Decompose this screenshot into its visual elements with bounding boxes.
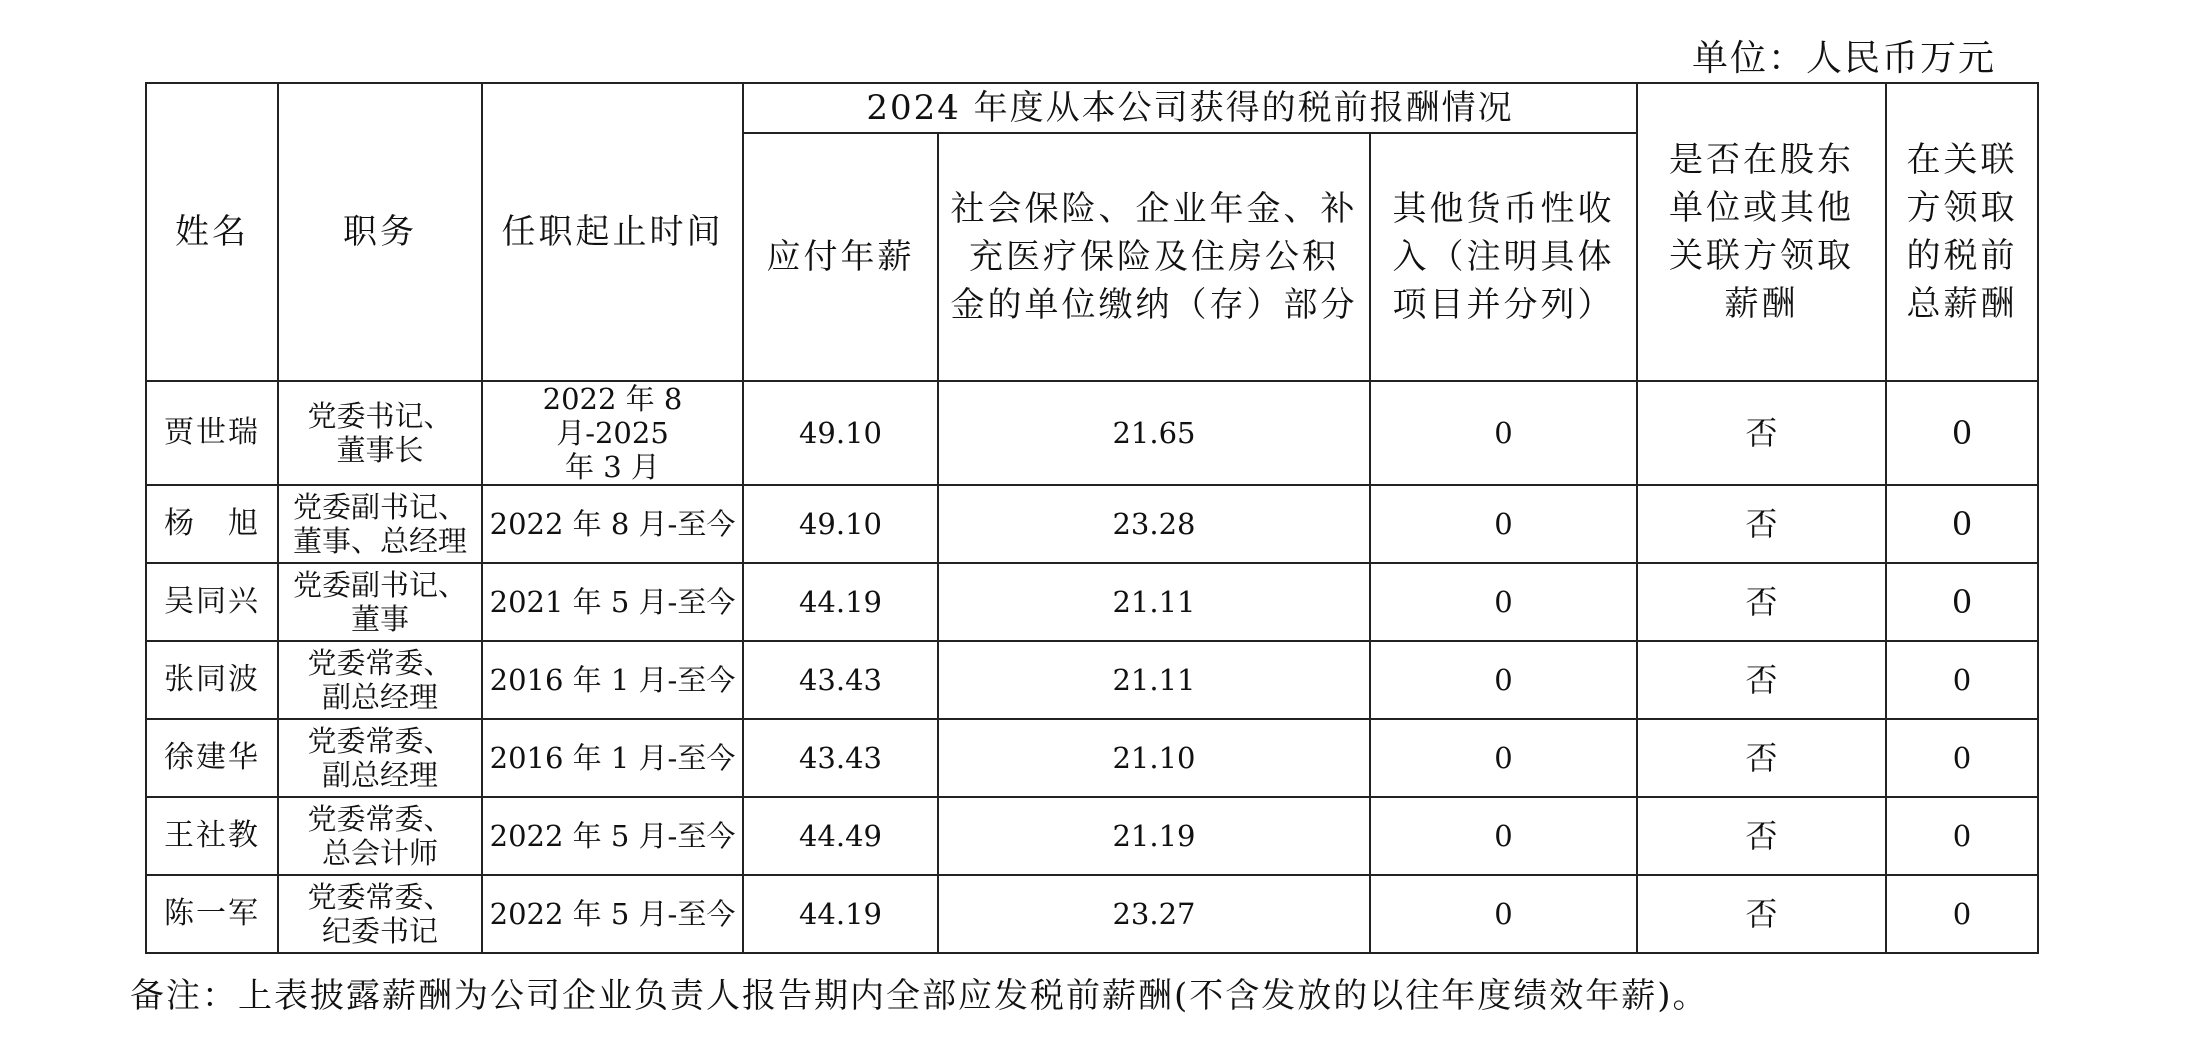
header-insurance (938, 133, 1370, 381)
cell-salary: 49.10 (743, 381, 938, 485)
header-insurance-line: 金的单位缴纳（存）部分 (950, 285, 1358, 325)
header-other-income-line: 项目并分列） (1392, 285, 1615, 325)
header-related-party-line: 薪酬 (1724, 284, 1799, 324)
header-related-party (1637, 83, 1886, 381)
cell-position (278, 719, 482, 797)
cell-position (278, 641, 482, 719)
cell-tenure: 2022 年 5 月-至今 (482, 875, 743, 953)
cell-salary: 49.10 (743, 485, 938, 563)
cell-position-line: 党委常委、 (307, 880, 453, 914)
cell-position-line: 副总经理 (321, 758, 438, 792)
header-related-total-line: 方领取 (1906, 188, 2018, 228)
cell-tenure-line: 2022 年 8 月-2025 (542, 382, 683, 450)
cell-related-party: 否 (1637, 381, 1886, 485)
cell-salary: 43.43 (743, 641, 938, 719)
cell-related-total: 0 (1886, 875, 2038, 953)
cell-tenure (482, 381, 743, 485)
cell-position-line: 纪委书记 (321, 914, 438, 948)
cell-name: 陈一军 (146, 875, 278, 953)
header-related-party-line: 关联方领取 (1669, 236, 1855, 276)
table-row (146, 485, 2038, 563)
cell-position-line: 总会计师 (321, 836, 438, 870)
header-name: 姓名 (146, 83, 278, 381)
cell-insurance: 21.65 (938, 381, 1370, 485)
cell-position-line: 董事长 (336, 433, 424, 467)
cell-name: 徐建华 (146, 719, 278, 797)
header-related-total-line: 总薪酬 (1906, 284, 2018, 324)
cell-tenure: 2016 年 1 月-至今 (482, 719, 743, 797)
cell-related-party: 否 (1637, 719, 1886, 797)
cell-related-total: 0 (1886, 485, 2038, 563)
cell-tenure: 2021 年 5 月-至今 (482, 563, 743, 641)
cell-related-total: 0 (1886, 381, 2038, 485)
cell-tenure-line: 年 3 月 (565, 450, 660, 484)
table-row (146, 563, 2038, 641)
table-row (146, 719, 2038, 797)
table-row (146, 875, 2038, 953)
cell-name: 吴同兴 (146, 563, 278, 641)
cell-position (278, 485, 482, 563)
compensation-table (145, 82, 2039, 954)
header-other-income-line: 其他货币性收 (1392, 189, 1615, 229)
cell-position (278, 381, 482, 485)
cell-position-line: 党委副书记、 (292, 490, 467, 524)
header-other-income (1370, 133, 1637, 381)
cell-related-total: 0 (1886, 641, 2038, 719)
table-row (146, 797, 2038, 875)
cell-other-income: 0 (1370, 485, 1637, 563)
cell-other-income: 0 (1370, 797, 1637, 875)
table-row (146, 641, 2038, 719)
cell-tenure: 2022 年 5 月-至今 (482, 797, 743, 875)
header-compensation-group: 2024 年度从本公司获得的税前报酬情况 (743, 83, 1637, 133)
cell-position-line: 党委常委、 (307, 646, 453, 680)
cell-position-line: 副总经理 (321, 680, 438, 714)
cell-related-party: 否 (1637, 641, 1886, 719)
cell-insurance: 23.27 (938, 875, 1370, 953)
cell-insurance: 21.10 (938, 719, 1370, 797)
cell-related-total: 0 (1886, 563, 2038, 641)
cell-salary: 44.19 (743, 875, 938, 953)
header-annual-salary: 应付年薪 (743, 133, 938, 381)
cell-position-line: 董事、总经理 (292, 524, 467, 558)
header-position: 职务 (278, 83, 482, 381)
cell-related-party: 否 (1637, 563, 1886, 641)
header-other-income-line: 入（注明具体 (1392, 237, 1615, 277)
cell-other-income: 0 (1370, 875, 1637, 953)
cell-position (278, 563, 482, 641)
cell-related-total: 0 (1886, 797, 2038, 875)
cell-name: 王社教 (146, 797, 278, 875)
cell-position (278, 797, 482, 875)
cell-other-income: 0 (1370, 641, 1637, 719)
cell-name: 贾世瑞 (146, 381, 278, 485)
cell-position-line: 党委常委、 (307, 802, 453, 836)
header-related-total-line: 的税前 (1906, 236, 2018, 276)
header-related-party-line: 是否在股东 (1669, 140, 1855, 180)
cell-position (278, 875, 482, 953)
cell-insurance: 21.19 (938, 797, 1370, 875)
cell-position-line: 董事 (350, 602, 409, 636)
cell-salary: 43.43 (743, 719, 938, 797)
header-related-party-line: 单位或其他 (1669, 188, 1855, 228)
cell-related-total: 0 (1886, 719, 2038, 797)
header-tenure: 任职起止时间 (482, 83, 743, 381)
cell-insurance: 21.11 (938, 563, 1370, 641)
cell-insurance: 23.28 (938, 485, 1370, 563)
cell-salary: 44.49 (743, 797, 938, 875)
cell-tenure: 2016 年 1 月-至今 (482, 641, 743, 719)
header-related-total-line: 在关联 (1906, 140, 2018, 180)
cell-name: 张同波 (146, 641, 278, 719)
cell-insurance: 21.11 (938, 641, 1370, 719)
header-insurance-line: 充医疗保险及住房公积 (969, 237, 1339, 277)
header-insurance-line: 社会保险、企业年金、补 (950, 189, 1358, 229)
cell-position-line: 党委书记、 (307, 399, 453, 433)
cell-related-party: 否 (1637, 797, 1886, 875)
header-row-1 (146, 83, 2038, 133)
cell-related-party: 否 (1637, 485, 1886, 563)
header-related-total (1886, 83, 2038, 381)
cell-tenure: 2022 年 8 月-至今 (482, 485, 743, 563)
cell-other-income: 0 (1370, 719, 1637, 797)
footnote: 备注：上表披露薪酬为公司企业负责人报告期内全部应发税前薪酬(不含发放的以往年度绩效年薪)。 (130, 976, 1709, 1016)
table-row (146, 381, 2038, 485)
cell-position-line: 党委常委、 (307, 724, 453, 758)
cell-other-income: 0 (1370, 563, 1637, 641)
unit-label: 单位：人民币万元 (1691, 38, 1996, 79)
cell-other-income: 0 (1370, 381, 1637, 485)
cell-salary: 44.19 (743, 563, 938, 641)
cell-related-party: 否 (1637, 875, 1886, 953)
cell-position-line: 党委副书记、 (292, 568, 467, 602)
cell-name: 杨 旭 (146, 485, 278, 563)
